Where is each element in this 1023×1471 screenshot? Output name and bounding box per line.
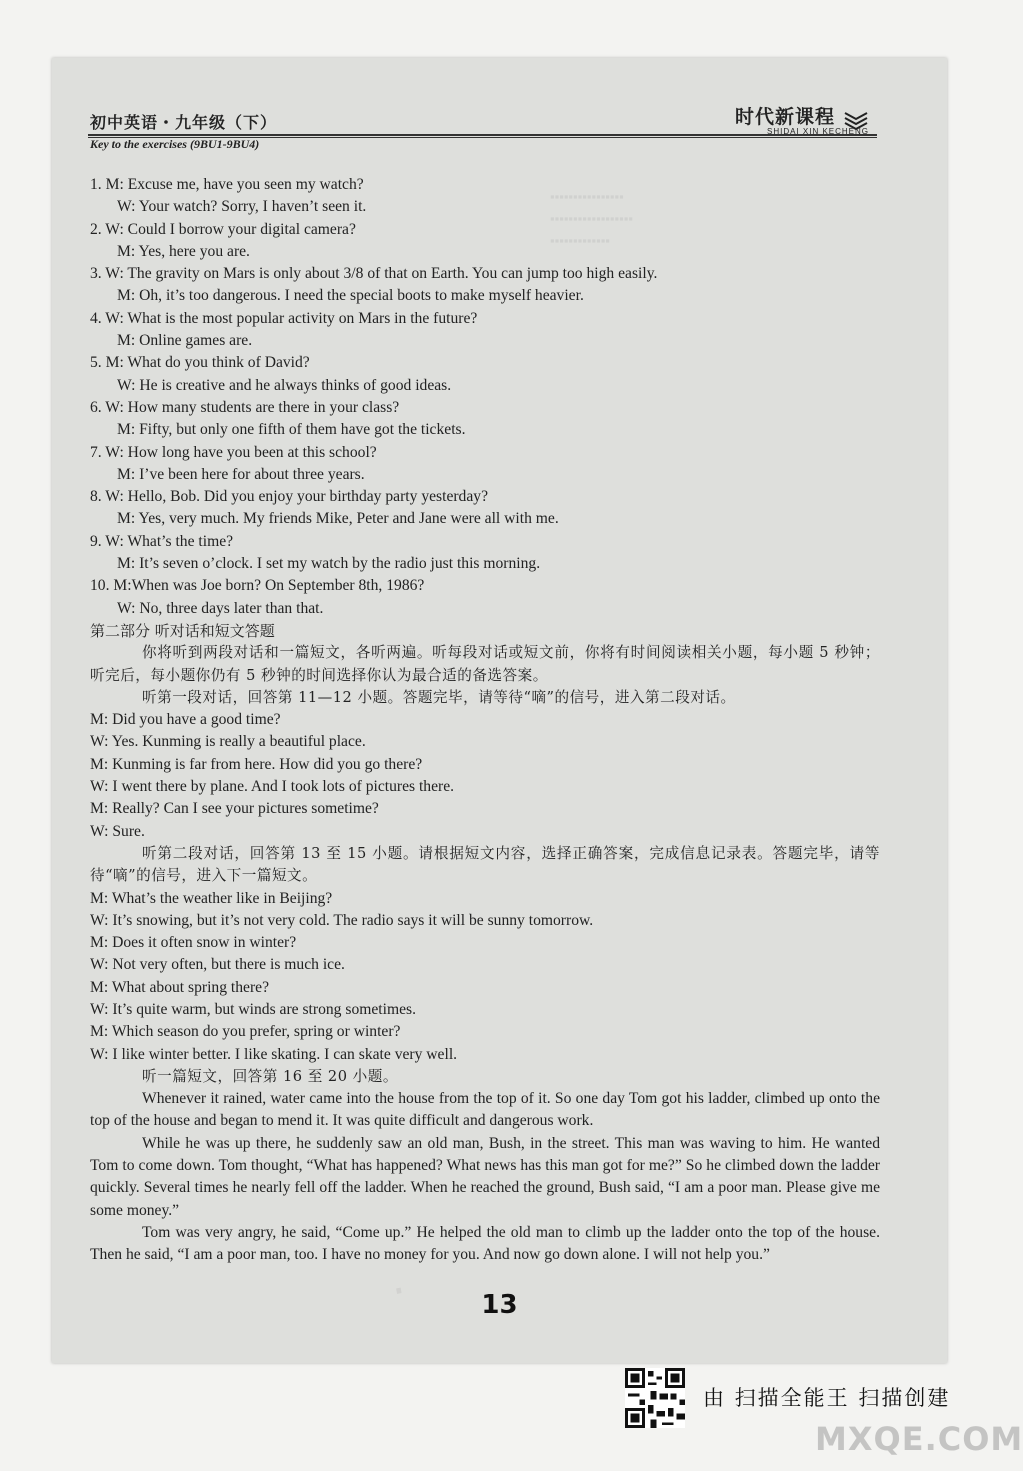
text-line: 6. W: How many students are there in your class? — [90, 398, 400, 416]
answer-key-content — [90, 174, 880, 1267]
text-line: M: Did you have a good time? — [90, 711, 281, 729]
text-line: M: Yes, very much. My friends Mike, Peter and Jane were all with me. — [117, 510, 559, 528]
text-line: M: Does it often snow in winter? — [90, 934, 297, 952]
text-line: W: No, three days later than that. — [117, 599, 324, 617]
text-line: W: I like winter better. I like skating. I can skate very well. — [90, 1045, 458, 1063]
scan-footer — [625, 1368, 1023, 1458]
text-line: 你将听到两段对话和一篇短文，各听两遍。听每段对话或短文前，你将有时间阅读相关小题，每小题 5 秒钟；听完后，每小题你仍有 5 秒钟的时间选择你认为最合适的备选答案。 — [90, 644, 880, 684]
book-title: 初中英语・九年级（下） — [90, 113, 278, 132]
text-line: M: What about spring there? — [90, 978, 269, 996]
text-line: 2. W: Could I borrow your digital camera? — [90, 220, 356, 238]
text-line: W: It’s snowing, but it’s not very cold. The radio says it will be sunny tomorrow. — [90, 911, 594, 929]
faint-watermark: · — [387, 1265, 411, 1318]
text-line: M: Really? Can I see your pictures sometime? — [90, 800, 379, 818]
site-watermark: MXQE.COM — [815, 1420, 1023, 1458]
text-line: 第二部分 听对话和短文答题 — [90, 621, 275, 640]
book-subtitle: Key to the exercises (9BU1-9BU4) — [90, 137, 260, 151]
text-line: 3. W: The gravity on Mars is only about 3/8 of that on Earth. You can jump too high easily. — [90, 265, 658, 283]
text-line: Tom was very angry, he said, “Come up.” He helped the old man to climb up the ladder onto the top of the house. Then he said, “I am a poor man, too. I have no money for you. And now go down alone. I will not help you.” — [90, 1223, 880, 1264]
text-line: W: Not very often, but there is much ice. — [90, 956, 345, 974]
scanner-credit: 由 扫描全能王 扫描创建 — [703, 1386, 951, 1410]
text-line: M: Which season do you prefer, spring or winter? — [90, 1023, 401, 1041]
text-line: W: It’s quite warm, but winds are strong sometimes. — [90, 1000, 416, 1018]
text-line: M: What’s the weather like in Beijing? — [90, 889, 333, 907]
bleed-through-text: ▪▪▪▪▪▪▪▪▪▪▪▪▪▪▪▪ ▪▪▪▪▪▪▪▪▪▪▪▪▪▪▪▪▪▪ ▪▪▪▪▪▪▪▪▪▪▪▪▪ — [550, 189, 633, 248]
text-line: W: Your watch? Sorry, I haven’t seen it. — [117, 198, 367, 216]
text-line: Whenever it rained, water came into the house from the top of it. So one day Tom got his ladder, climbed up onto the top of the house and began to mend it. It was quite difficult and dangerous work. — [90, 1090, 880, 1130]
text-line: 5. M: What do you think of David? — [90, 354, 310, 372]
brand-pinyin: SHIDAI XIN KECHENG — [766, 127, 869, 137]
header-rule — [88, 134, 877, 136]
text-line: 听一篇短文，回答第 16 至 20 小题。 — [142, 1067, 398, 1085]
text-line: W: Sure. — [90, 822, 145, 840]
text-line: M: Yes, here you are. — [117, 242, 250, 260]
text-line: M: Oh, it’s too dangerous. I need the special boots to make myself heavier. — [117, 287, 584, 305]
text-line: M: Online games are. — [117, 332, 253, 350]
text-line: W: Yes. Kunming is really a beautiful place. — [90, 733, 366, 751]
text-line: 1. M: Excuse me, have you seen my watch? — [90, 176, 364, 193]
page-header — [90, 110, 277, 152]
document-page — [52, 58, 947, 1363]
text-line: M: Fifty, but only one fifth of them have got the tickets. — [117, 421, 466, 439]
text-line: M: Kunming is far from here. How did you go there? — [90, 755, 423, 773]
text-line: W: I went there by plane. And I took lots of pictures there. — [90, 778, 455, 796]
text-line: M: It’s seven o’clock. I set my watch by the radio just this morning. — [117, 555, 541, 573]
text-line: 7. W: How long have you been at this school? — [90, 443, 377, 461]
brand-logo-icon — [843, 109, 869, 129]
text-line: 听第一段对话，回答第 11—12 小题。答题完毕，请等待“嘀”的信号，进入第二段对话。 — [142, 688, 736, 706]
text-line: 9. W: What’s the time? — [90, 532, 234, 550]
text-line: W: He is creative and he always thinks of good ideas. — [117, 376, 452, 394]
text-line: While he was up there, he suddenly saw an old man, Bush, in the street. This man was waving to him. He wanted Tom to come down. Tom thought, “What has happened? What news has this man got for me?” So he climbed down the ladder quickly. Several times he nearly fell off the ladder. When he reached the ground, Bush said, “I am a poor man. Please give me some money.” — [90, 1134, 880, 1219]
qr-code-icon — [625, 1368, 685, 1428]
page-number: 13 — [481, 1290, 518, 1320]
brand-name: 时代新课程 — [734, 106, 835, 128]
text-line: 听第二段对话，回答第 13 至 15 小题。请根据短文内容，选择正确答案，完成信息记录表。答题完毕，请等待“嘀”的信号，进入下一篇短文。 — [90, 844, 880, 885]
publisher-brand — [735, 102, 869, 136]
text-line: 4. W: What is the most popular activity on Mars in the future? — [90, 309, 478, 327]
text-line: M: I’ve been here for about three years. — [117, 465, 365, 483]
text-line: 10. M:When was Joe born? On September 8th, 1986? — [90, 577, 425, 595]
text-line: 8. W: Hello, Bob. Did you enjoy your birthday party yesterday? — [90, 488, 488, 506]
header-rule-thin — [88, 137, 877, 138]
